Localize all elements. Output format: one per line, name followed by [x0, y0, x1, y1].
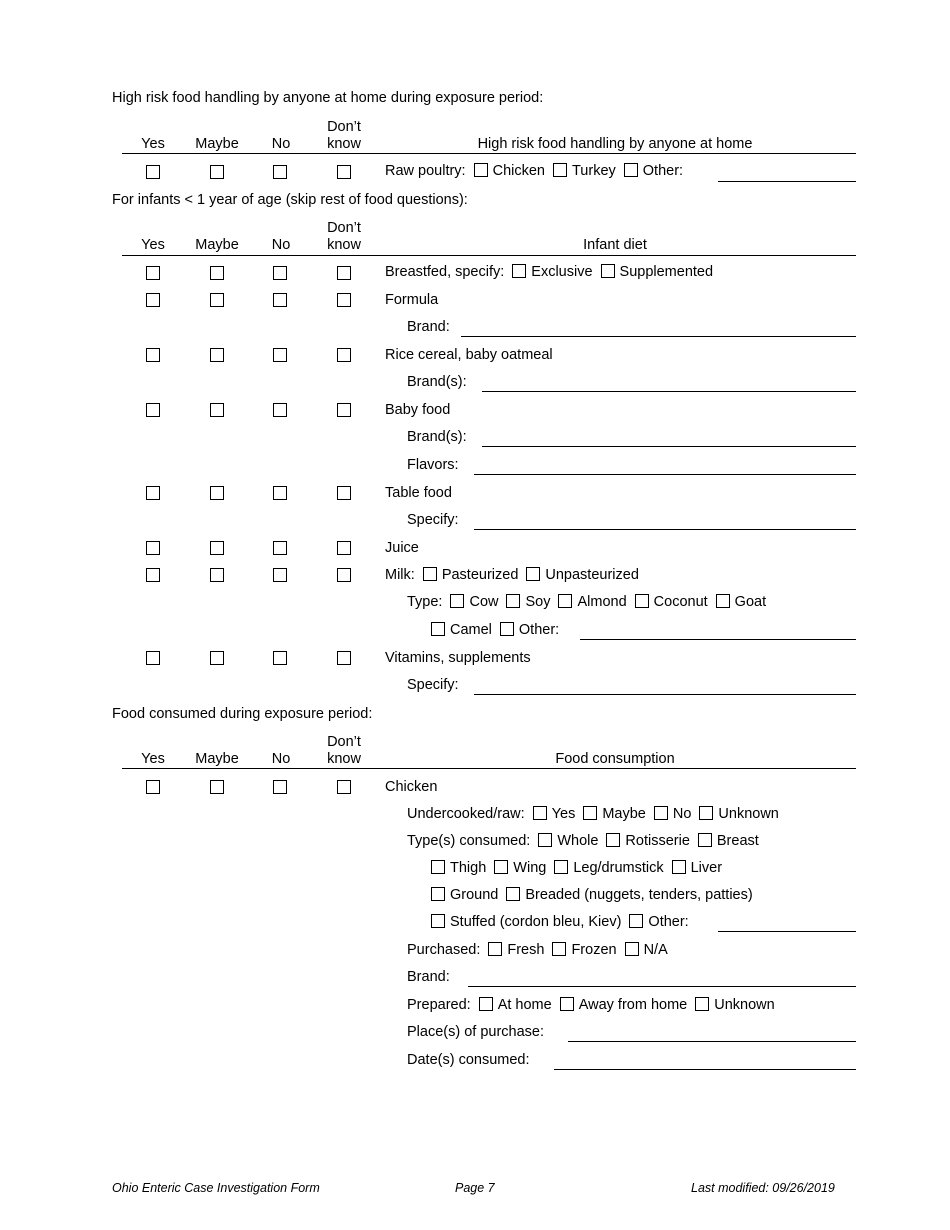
col-header-dont-know: Don’t know	[327, 734, 361, 767]
vitamins-label: Vitamins, supplements	[385, 650, 531, 666]
chicken-other-label: Other:	[648, 914, 689, 930]
maybe-checkbox[interactable]	[210, 651, 224, 665]
breastfed-label: Breastfed, specify:	[385, 264, 505, 280]
chicken-label: Chicken	[492, 163, 545, 179]
breaded-label: Breaded (nuggets, tenders, patties)	[525, 887, 753, 903]
ground-checkbox[interactable]	[431, 887, 445, 901]
chicken-brand-label: Brand:	[407, 969, 450, 985]
types-row	[407, 833, 759, 849]
no-checkbox[interactable]	[273, 780, 287, 794]
col-header-maybe: Maybe	[195, 136, 239, 152]
formula-brand-input-line[interactable]	[461, 336, 856, 337]
other-label: Other:	[642, 163, 684, 179]
milk-type-label: Type:	[407, 594, 443, 610]
purchased-label: Purchased:	[407, 942, 481, 958]
maybe-checkbox[interactable]	[210, 403, 224, 417]
baby-food-flavors-label: Flavors:	[407, 457, 459, 473]
col-header-maybe: Maybe	[195, 751, 239, 767]
leg-label: Leg/drumstick	[573, 860, 664, 876]
undercooked-yes-checkbox[interactable]	[533, 806, 547, 820]
undercooked-yes-label: Yes	[551, 806, 576, 822]
almond-label: Almond	[577, 594, 627, 610]
exclusive-label: Exclusive	[531, 264, 593, 280]
no-checkbox[interactable]	[273, 486, 287, 500]
goat-checkbox[interactable]	[716, 594, 730, 608]
vitamins-specify-input-line[interactable]	[474, 694, 856, 695]
section-header: Food consumption	[555, 751, 675, 767]
yes-checkbox[interactable]	[146, 780, 160, 794]
section-intro: For infants < 1 year of age (skip rest of food questions):	[112, 192, 468, 208]
liver-checkbox[interactable]	[672, 860, 686, 874]
rotisserie-checkbox[interactable]	[606, 833, 620, 847]
section-header: Infant diet	[583, 237, 647, 253]
camel-checkbox[interactable]	[431, 622, 445, 636]
formula-brand-label: Brand:	[407, 319, 450, 335]
col-header-no: No	[271, 136, 291, 152]
other-input-line[interactable]	[718, 181, 856, 182]
section-header: High risk food handling by anyone at home	[477, 136, 753, 152]
maybe-checkbox[interactable]	[210, 165, 224, 179]
chicken-brand-input-line[interactable]	[468, 986, 856, 987]
prepared-label: Prepared:	[407, 997, 471, 1013]
col-header-no: No	[271, 237, 291, 253]
frozen-checkbox[interactable]	[552, 942, 566, 956]
col-header-yes: Yes	[141, 136, 165, 152]
dont-know-checkbox[interactable]	[337, 780, 351, 794]
yes-checkbox[interactable]	[146, 568, 160, 582]
maybe-checkbox[interactable]	[210, 541, 224, 555]
na-checkbox[interactable]	[625, 942, 639, 956]
dates-input-line[interactable]	[554, 1069, 856, 1070]
chicken-checkbox[interactable]	[474, 163, 488, 177]
places-input-line[interactable]	[568, 1041, 856, 1042]
goat-label: Goat	[734, 594, 767, 610]
table-food-specify-input-line[interactable]	[474, 529, 856, 530]
cereal-label: Rice cereal, baby oatmeal	[385, 347, 553, 363]
purchased-row	[407, 942, 668, 958]
milk-type-row-2	[431, 622, 559, 638]
no-checkbox[interactable]	[273, 541, 287, 555]
breast-checkbox[interactable]	[698, 833, 712, 847]
yes-checkbox[interactable]	[146, 403, 160, 417]
yes-checkbox[interactable]	[146, 486, 160, 500]
at-home-label: At home	[497, 997, 552, 1013]
away-checkbox[interactable]	[560, 997, 574, 1011]
no-checkbox[interactable]	[273, 165, 287, 179]
dont-know-checkbox[interactable]	[337, 165, 351, 179]
milk-type-row	[407, 594, 766, 610]
cow-label: Cow	[469, 594, 499, 610]
yes-checkbox[interactable]	[146, 293, 160, 307]
dont-know-checkbox[interactable]	[337, 348, 351, 362]
unpasteurized-checkbox[interactable]	[526, 567, 540, 581]
formula-label: Formula	[385, 292, 439, 308]
types-label: Type(s) consumed:	[407, 833, 531, 849]
dont-know-checkbox[interactable]	[337, 266, 351, 280]
wing-checkbox[interactable]	[494, 860, 508, 874]
milk-other-checkbox[interactable]	[500, 622, 514, 636]
cow-checkbox[interactable]	[450, 594, 464, 608]
pasteurized-label: Pasteurized	[441, 567, 519, 583]
raw-poultry-label: Raw poultry:	[385, 163, 466, 179]
table-food-specify-label: Specify:	[407, 512, 459, 528]
coconut-label: Coconut	[653, 594, 708, 610]
section-intro: High risk food handling by anyone at home during exposure period:	[112, 90, 544, 106]
breaded-checkbox[interactable]	[506, 887, 520, 901]
soy-label: Soy	[525, 594, 551, 610]
no-checkbox[interactable]	[273, 266, 287, 280]
maybe-checkbox[interactable]	[210, 348, 224, 362]
types-row-4	[431, 914, 689, 930]
col-header-dont-know: Don’t know	[327, 220, 361, 253]
unpasteurized-label: Unpasteurized	[545, 567, 639, 583]
section-intro: Food consumed during exposure period:	[112, 706, 373, 722]
camel-label: Camel	[450, 622, 492, 638]
baby-food-label: Baby food	[385, 402, 451, 418]
undercooked-maybe-checkbox[interactable]	[583, 806, 597, 820]
fresh-label: Fresh	[507, 942, 545, 958]
table-food-label: Table food	[385, 485, 452, 501]
no-checkbox[interactable]	[273, 403, 287, 417]
undercooked-row	[407, 806, 779, 822]
whole-label: Whole	[557, 833, 599, 849]
col-header-no: No	[271, 751, 291, 767]
no-checkbox[interactable]	[273, 651, 287, 665]
juice-label: Juice	[385, 540, 419, 556]
baby-food-brands-label: Brand(s):	[407, 429, 467, 445]
no-checkbox[interactable]	[273, 348, 287, 362]
soy-checkbox[interactable]	[506, 594, 520, 608]
coconut-checkbox[interactable]	[635, 594, 649, 608]
milk-label: Milk:	[385, 567, 415, 583]
ground-label: Ground	[450, 887, 499, 903]
no-checkbox[interactable]	[273, 293, 287, 307]
chicken-other-checkbox[interactable]	[629, 914, 643, 928]
header-rule	[122, 768, 856, 769]
frozen-label: Frozen	[571, 942, 617, 958]
exclusive-checkbox[interactable]	[512, 264, 526, 278]
liver-label: Liver	[690, 860, 723, 876]
types-row-3	[431, 887, 753, 903]
thigh-label: Thigh	[450, 860, 487, 876]
types-row-2	[431, 860, 722, 876]
wing-label: Wing	[513, 860, 547, 876]
col-header-maybe: Maybe	[195, 237, 239, 253]
other-checkbox[interactable]	[624, 163, 638, 177]
footer-last-modified: Last modified: 09/26/2019	[691, 1181, 835, 1195]
maybe-checkbox[interactable]	[210, 293, 224, 307]
na-label: N/A	[643, 942, 668, 958]
yes-checkbox[interactable]	[146, 165, 160, 179]
undercooked-unknown-label: Unknown	[718, 806, 779, 822]
header-rule	[122, 255, 856, 256]
col-header-dont-know: Don’t know	[327, 119, 361, 152]
turkey-label: Turkey	[571, 163, 616, 179]
places-label: Place(s) of purchase:	[407, 1024, 545, 1040]
dont-know-checkbox[interactable]	[337, 651, 351, 665]
turkey-checkbox[interactable]	[553, 163, 567, 177]
no-checkbox[interactable]	[273, 568, 287, 582]
dates-label: Date(s) consumed:	[407, 1052, 530, 1068]
col-header-yes: Yes	[141, 237, 165, 253]
cereal-brands-input-line[interactable]	[482, 391, 856, 392]
supplemented-checkbox[interactable]	[601, 264, 615, 278]
chicken-label: Chicken	[385, 779, 438, 795]
undercooked-label: Undercooked/raw:	[407, 806, 525, 822]
milk-other-input-line[interactable]	[580, 639, 856, 640]
dont-know-checkbox[interactable]	[337, 403, 351, 417]
dont-know-checkbox[interactable]	[337, 293, 351, 307]
stuffed-checkbox[interactable]	[431, 914, 445, 928]
yes-checkbox[interactable]	[146, 266, 160, 280]
stuffed-label: Stuffed (cordon bleu, Kiev)	[450, 914, 622, 930]
maybe-checkbox[interactable]	[210, 266, 224, 280]
prep-unknown-checkbox[interactable]	[695, 997, 709, 1011]
cereal-brands-label: Brand(s):	[407, 374, 467, 390]
footer-form-name: Ohio Enteric Case Investigation Form	[112, 1181, 320, 1195]
maybe-checkbox[interactable]	[210, 780, 224, 794]
prepared-row	[407, 997, 775, 1013]
dont-know-checkbox[interactable]	[337, 486, 351, 500]
away-label: Away from home	[578, 997, 688, 1013]
supplemented-label: Supplemented	[619, 264, 714, 280]
undercooked-unknown-checkbox[interactable]	[699, 806, 713, 820]
footer-page-number: Page 7	[455, 1181, 495, 1195]
leg-checkbox[interactable]	[554, 860, 568, 874]
fresh-checkbox[interactable]	[488, 942, 502, 956]
milk-row	[385, 567, 639, 583]
rotisserie-label: Rotisserie	[625, 833, 690, 849]
milk-other-label: Other:	[518, 622, 560, 638]
header-rule	[122, 153, 856, 154]
yes-checkbox[interactable]	[146, 651, 160, 665]
maybe-checkbox[interactable]	[210, 568, 224, 582]
col-header-yes: Yes	[141, 751, 165, 767]
dont-know-checkbox[interactable]	[337, 541, 351, 555]
undercooked-no-checkbox[interactable]	[654, 806, 668, 820]
undercooked-no-label: No	[672, 806, 692, 822]
baby-food-flavors-input-line[interactable]	[474, 474, 856, 475]
raw-poultry-row	[385, 163, 683, 179]
undercooked-maybe-label: Maybe	[602, 806, 646, 822]
dont-know-checkbox[interactable]	[337, 568, 351, 582]
at-home-checkbox[interactable]	[479, 997, 493, 1011]
vitamins-specify-label: Specify:	[407, 677, 459, 693]
maybe-checkbox[interactable]	[210, 486, 224, 500]
pasteurized-checkbox[interactable]	[423, 567, 437, 581]
breast-label: Breast	[716, 833, 759, 849]
prep-unknown-label: Unknown	[714, 997, 775, 1013]
baby-food-brands-input-line[interactable]	[482, 446, 856, 447]
chicken-other-input-line[interactable]	[718, 931, 856, 932]
almond-checkbox[interactable]	[558, 594, 572, 608]
yes-checkbox[interactable]	[146, 348, 160, 362]
whole-checkbox[interactable]	[538, 833, 552, 847]
thigh-checkbox[interactable]	[431, 860, 445, 874]
breastfed-row	[385, 264, 713, 280]
yes-checkbox[interactable]	[146, 541, 160, 555]
